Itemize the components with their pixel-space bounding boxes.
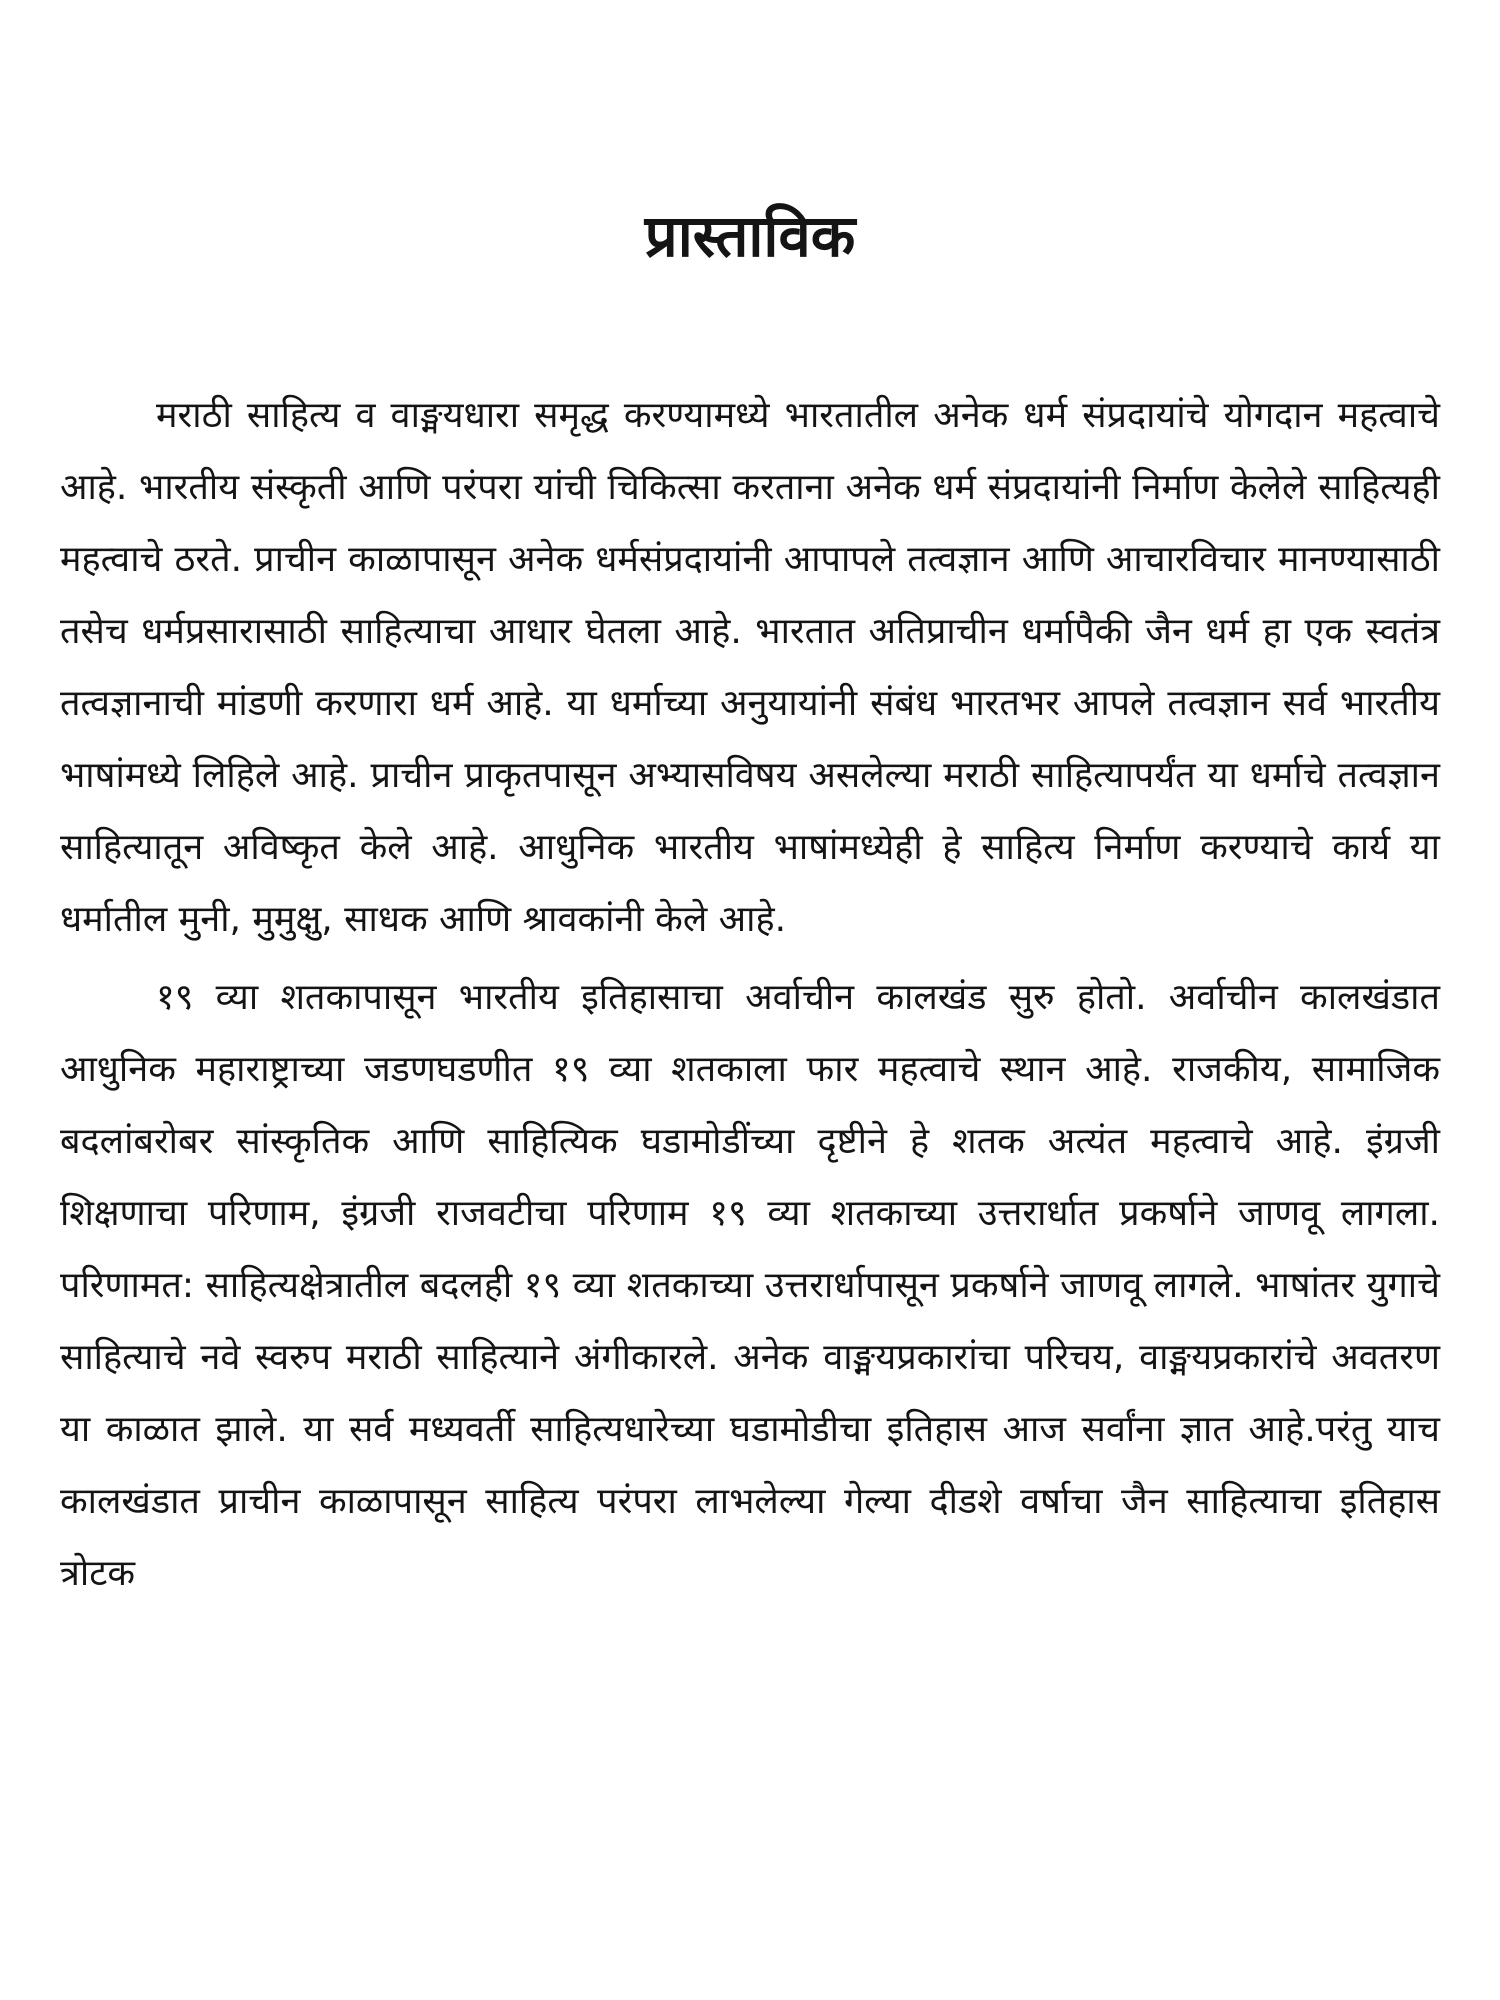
paragraph-2: १९ व्या शतकापासून भारतीय इतिहासाचा अर्वाचीन कालखंड सुरु होतो. अर्वाचीन कालखंडात आधुनिक महाराष्ट्राच्या जडणघडणीत १९ व्या शतकाला फार महत्वाचे स्थान आहे. राजकीय, सामाजिक बदलांबरोबर सांस्कृतिक आणि साहित्यिक घडामोडींच्या दृष्टीने हे शतक अत्यंत महत्वाचे आहे. इंग्रजी शिक्षणाचा परिणाम, इंग्रजी राजवटीचा परिणाम १९ व्या शतकाच्या उत्तरार्धात प्रकर्षाने जाणवू लागला. परिणामत: साहित्यक्षेत्रातील बदलही १९ व्या शतकाच्या उत्तरार्धापासून प्रकर्षाने जाणवू लागले. भाषांतर युगाचे साहित्याचे नवे स्वरुप मराठी साहित्याने अंगीकारले. अनेक वाङ्मयप्रकारांचा परिचय, वाङ्मयप्रकारांचे अवतरण या काळात झाले. या सर्व मध्यवर्ती साहित्यधारेच्या घडामोडीचा इतिहास आज सर्वांना ज्ञात आहे.परंतु याच कालखंडात प्राचीन काळापासून साहित्य परंपरा लाभलेल्या गेल्या दीडशे वर्षाचा जैन साहित्याचा इतिहास त्रोटक (60, 977, 1440, 1594)
document-body (60, 380, 1440, 1616)
paragraph-1: मराठी साहित्य व वाङ्मयधारा समृद्ध करण्यामध्ये भारतातील अनेक धर्म संप्रदायांचे योगदान महत्वाचे आहे. भारतीय संस्कृती आणि परंपरा यांची चिकित्सा करताना अनेक धर्म संप्रदायांनी निर्माण केलेले साहित्यही महत्वाचे ठरते. प्राचीन काळापासून अनेक धर्मसंप्रदायांनी आपापले तत्वज्ञान आणि आचारविचार मानण्यासाठी तसेच धर्मप्रसारासाठी साहित्याचा आधार घेतला आहे. भारतात अतिप्राचीन धर्मापैकी जैन धर्म हा एक स्वतंत्र तत्वज्ञानाची मांडणी करणारा धर्म आहे. या धर्माच्या अनुयायांनी संबंध भारतभर आपले तत्वज्ञान सर्व भारतीय भाषांमध्ये लिहिले आहे. प्राचीन प्राकृतपासून अभ्यासविषय असलेल्या मराठी साहित्यापर्यंत या धर्माचे तत्वज्ञान साहित्यातून अविष्कृत केले आहे. आधुनिक भारतीय भाषांमध्येही हे साहित्य निर्माण करण्याचे कार्य या धर्मातील मुनी, मुमुक्षु, साधक आणि श्रावकांनी केले आहे. (60, 395, 1440, 940)
page-title: प्रास्ताविक (644, 202, 856, 270)
